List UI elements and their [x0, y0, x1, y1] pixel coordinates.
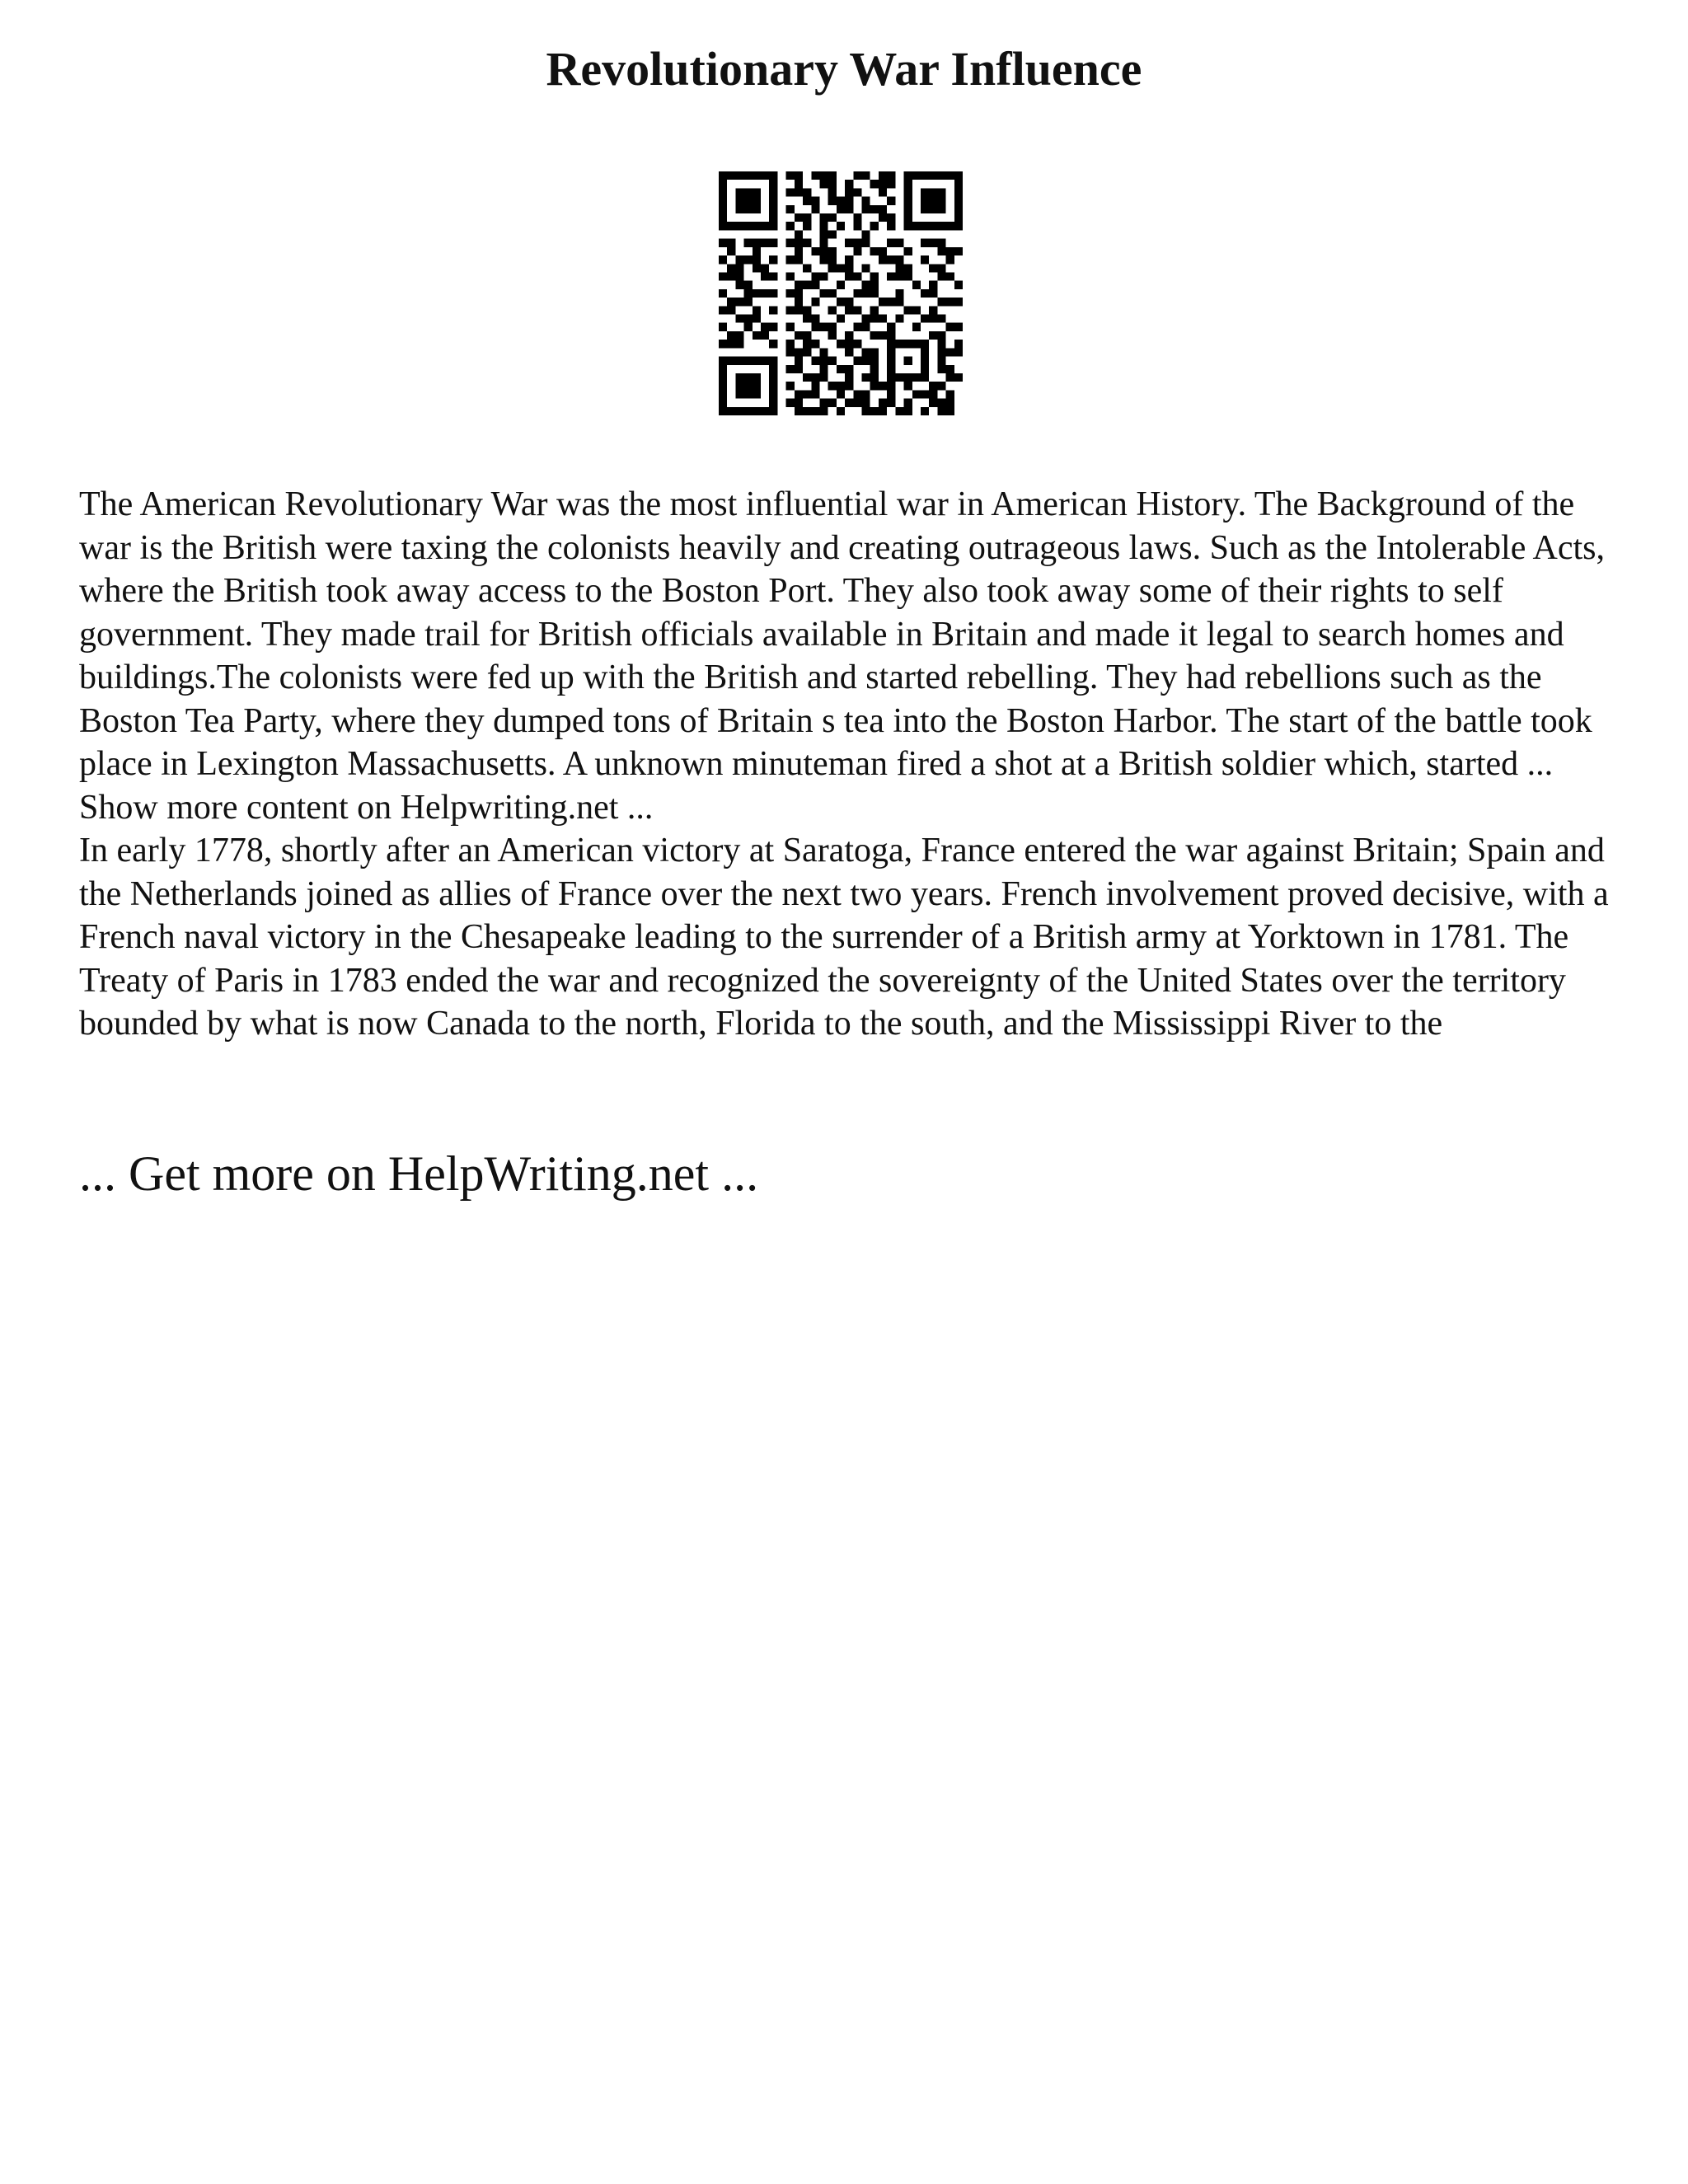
- get-more-link[interactable]: ... Get more on HelpWriting.net ...: [79, 1146, 759, 1201]
- article-body: [79, 483, 1629, 1046]
- paragraph-1: The American Revolutionary War was the most influential war in American History. The Background of the war is the British were taxing the colonists heavily and creating outrageous laws. Such as the Intolerable Acts, where the British took away access to the Boston Port. They also took away some of their rights to self government. They made trail for British officials available in Britain and made it legal to search homes and buildings.The colonists were fed up with the British and started rebelling. They had rebellions such as the Boston Tea Party, where they dumped tons of Britain s tea into the Boston Harbor. The start of the battle took place in Lexington Massachusetts. A unknown minuteman fired a shot at a British soldier which, started ... Show more content on Helpwriting.net ...: [79, 485, 1606, 827]
- page-title: Revolutionary War Influence: [546, 42, 1142, 96]
- paragraph-2: In early 1778, shortly after an American victory at Saratoga, France entered the war against Britain; Spain and the Netherlands joined as allies of France over the next two years. French involvement proved decisive, with a French naval victory in the Chesapeake leading to the surrender of a British army at Yorktown in 1781. The Treaty of Paris in 1783 ended the war and recognized the sovereignty of the United States over the territory bounded by what is now Canada to the north, Florida to the south, and the Mississippi River to the: [79, 832, 1609, 1043]
- qr-code-graphic: [719, 171, 963, 415]
- qr-code-icon: [719, 171, 963, 415]
